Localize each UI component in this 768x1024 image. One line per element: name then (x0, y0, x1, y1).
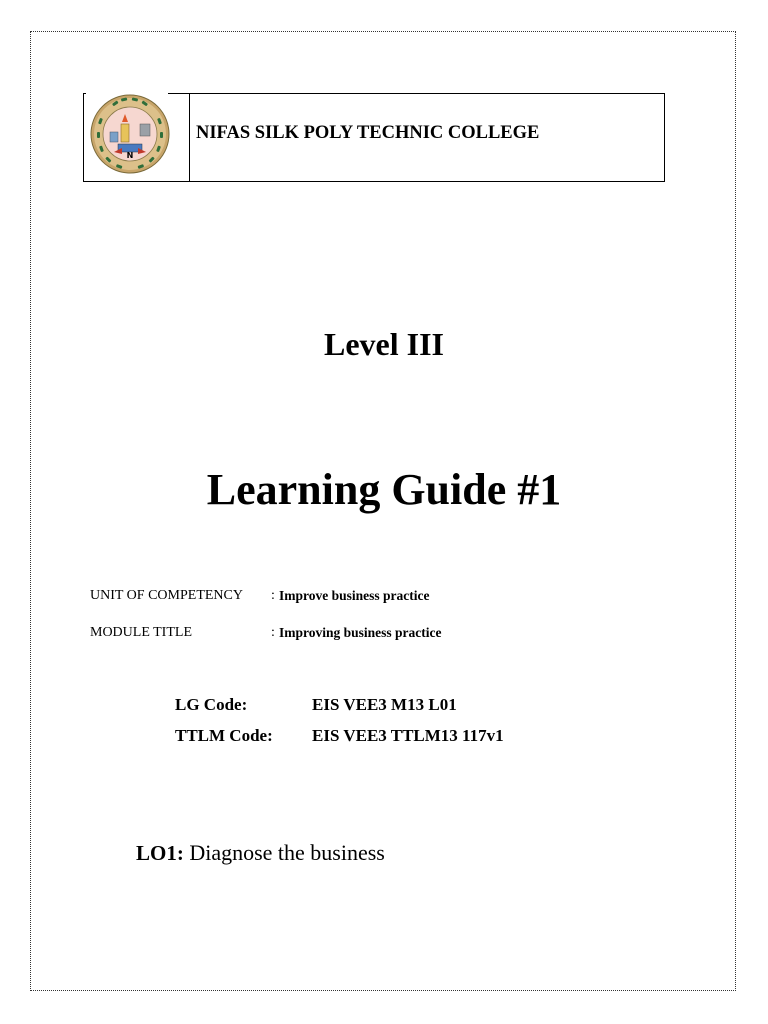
learning-outcome (136, 840, 385, 866)
svg-text:N: N (126, 151, 134, 160)
module-title-value: Improving business practice (279, 625, 442, 640)
college-name: NIFAS SILK POLY TECHNIC COLLEGE (196, 123, 540, 143)
learning-guide-title: Learning Guide #1 (206, 465, 562, 514)
college-seal-icon (88, 94, 172, 178)
module-title-separator: : (271, 625, 275, 640)
learning-outcome-label: LO1: (136, 841, 184, 865)
unit-of-competency-label: UNIT OF COMPETENCY (90, 588, 243, 603)
logo-cell (84, 94, 190, 181)
module-title-label: MODULE TITLE (90, 625, 192, 640)
unit-of-competency-value: Improve business practice (279, 588, 430, 603)
learning-outcome-text: Diagnose the business (189, 840, 385, 865)
unit-of-competency-separator: : (271, 588, 275, 603)
lg-code-value: EIS VEE3 M13 L01 (312, 695, 457, 714)
ttlm-code-label: TTLM Code: (175, 726, 273, 745)
ttlm-code-value: EIS VEE3 TTLM13 117v1 (312, 726, 504, 745)
level-heading: Level III (324, 326, 444, 362)
lg-code-label: LG Code: (175, 695, 248, 714)
header-table (83, 93, 665, 182)
